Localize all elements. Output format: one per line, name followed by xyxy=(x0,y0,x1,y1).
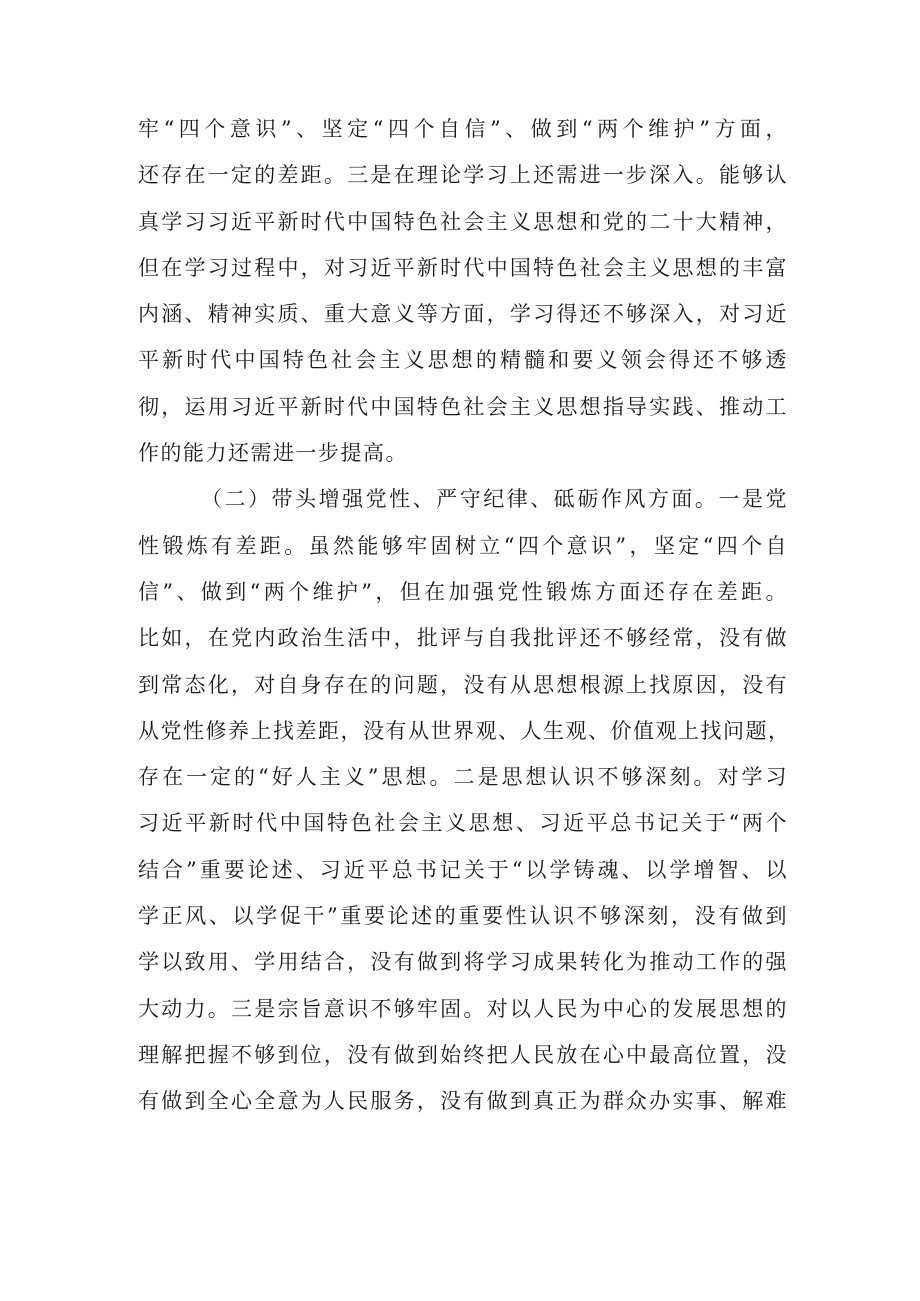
text-line: 牢“四个意识”、坚定“四个自信”、做到“两个维护”方面， xyxy=(138,117,788,141)
text-line: 有做到全心全意为人民服务，没有做到真正为群众办实事、解难 xyxy=(138,1089,788,1114)
text-line: 比如，在党内政治生活中，批评与自我批评还不够经常，没有做 xyxy=(138,626,788,651)
text-line: 信”、做到“两个维护”，但在加强党性锻炼方面还存在差距。 xyxy=(138,579,788,604)
text-line: 内涵、精神实质、重大意义等方面，学习得还不够深入，对习近 xyxy=(138,302,788,327)
text-line: 彻，运用习近平新时代中国特色社会主义思想指导实践、推动工 xyxy=(138,394,788,419)
text-line: 结合”重要论述、习近平总书记关于“以学铸魂、以学增智、以 xyxy=(138,857,788,882)
body-text xyxy=(138,106,791,1125)
text-line: 平新时代中国特色社会主义思想的精髓和要义领会得还不够透 xyxy=(138,348,788,373)
text-line: 真学习习近平新时代中国特色社会主义思想和党的二十大精神， xyxy=(138,209,788,234)
text-line: 学正风、以学促干”重要论述的重要性认识不够深刻，没有做到 xyxy=(138,904,788,929)
section-heading-line: （二）带头增强党性、严守纪律、砥砺作风方面。一是党 xyxy=(201,487,788,512)
text-line: 存在一定的“好人主义”思想。二是思想认识不够深刻。对学习 xyxy=(138,765,788,790)
text-line: 大动力。三是宗旨意识不够牢固。对以人民为中心的发展思想的 xyxy=(138,996,788,1021)
text-line: 性锻炼有差距。虽然能够牢固树立“四个意识”，坚定“四个自 xyxy=(138,533,788,558)
text-line: 理解把握不够到位，没有做到始终把人民放在心中最高位置，没 xyxy=(138,1042,788,1067)
text-line: 还存在一定的差距。三是在理论学习上还需进一步深入。能够认 xyxy=(138,163,788,188)
text-line: 学以致用、学用结合，没有做到将学习成果转化为推动工作的强 xyxy=(138,950,788,975)
text-line: 从党性修养上找差距，没有从世界观、人生观、价值观上找问题， xyxy=(138,718,791,743)
text-line: 但在学习过程中，对习近平新时代中国特色社会主义思想的丰富 xyxy=(138,255,788,280)
text-line: 作的能力还需进一步提高。 xyxy=(138,441,408,466)
text-line: 习近平新时代中国特色社会主义思想、习近平总书记关于“两个 xyxy=(138,811,788,836)
text-line: 到常态化，对自身存在的问题，没有从思想根源上找原因，没有 xyxy=(138,672,788,697)
